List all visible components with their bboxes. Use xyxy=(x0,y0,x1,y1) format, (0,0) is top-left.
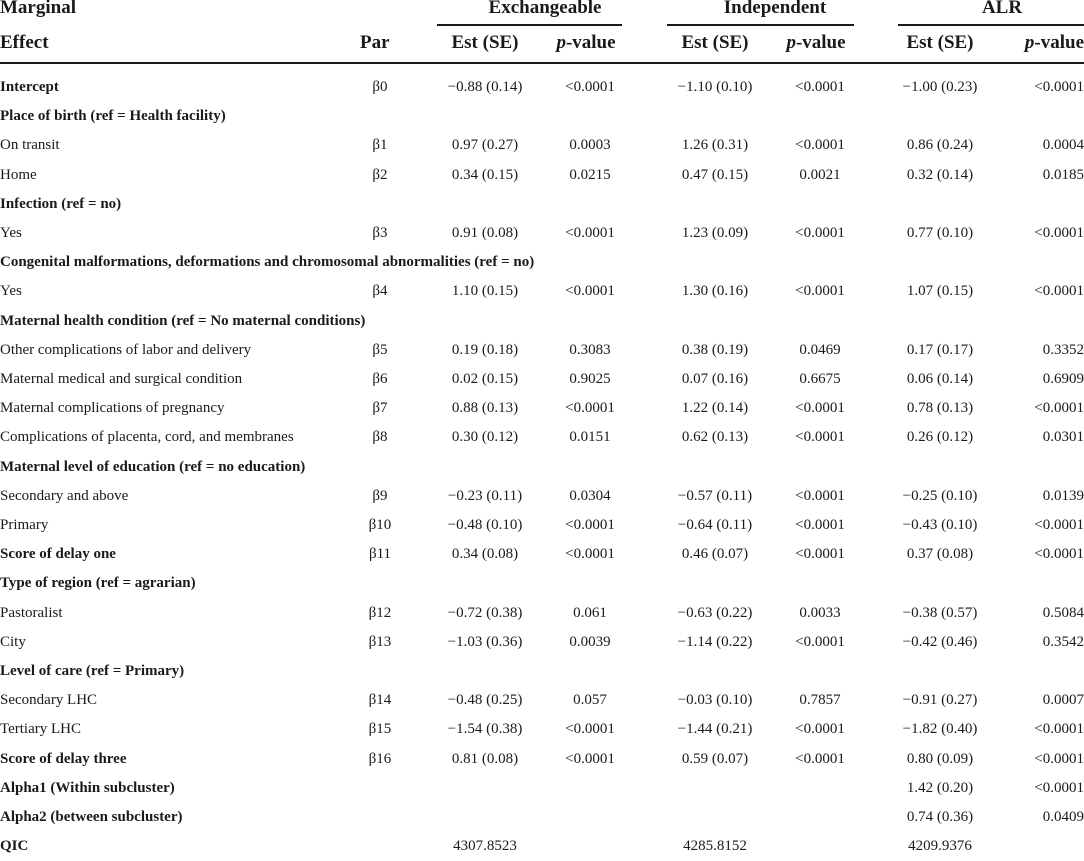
estimate-cell: 0.06 (0.14) xyxy=(906,371,974,387)
table-row xyxy=(0,540,1084,569)
estimate-cell: 0.38 (0.19) xyxy=(681,341,749,358)
table-row xyxy=(0,774,1084,803)
pvalue-cell: <0.0001 xyxy=(1034,517,1084,533)
pvalue-cell: <0.0001 xyxy=(795,633,845,650)
pvalue-cell: <0.0001 xyxy=(565,517,615,533)
estimate-cell: 1.07 (0.15) xyxy=(906,283,974,300)
estimate-cell: −0.48 (0.25) xyxy=(447,692,523,709)
pvalue-cell: <0.0001 xyxy=(1034,779,1084,796)
pvalue-cell: <0.0001 xyxy=(795,517,845,533)
pvalue-cell: <0.0001 xyxy=(795,225,845,241)
estimate-cell: 0.34 (0.15) xyxy=(451,166,519,183)
pvalue-cell: <0.0001 xyxy=(565,283,615,300)
estimate-cell: 0.26 (0.12) xyxy=(906,429,974,446)
row-parameter: β3 xyxy=(372,225,388,241)
row-label: Maternal level of education (ref = no education) xyxy=(0,458,306,475)
pvalue-cell: 0.3542 xyxy=(1042,633,1084,650)
estimate-cell: −1.82 (0.40) xyxy=(902,721,978,738)
row-parameter: β6 xyxy=(372,371,388,387)
estimate-cell: −0.43 (0.10) xyxy=(902,517,978,533)
row-label: Maternal health condition (ref = No maternal conditions) xyxy=(0,312,366,329)
estimate-cell: 0.34 (0.08) xyxy=(451,546,519,563)
header-est-se-1: Est (SE) xyxy=(451,32,519,53)
row-label: Yes xyxy=(0,283,22,300)
header-est-se-3: Est (SE) xyxy=(906,32,974,53)
row-label: Other complications of labor and delivery xyxy=(0,341,252,358)
estimate-cell: 0.59 (0.07) xyxy=(681,750,749,767)
row-label: QIC xyxy=(0,838,29,855)
pvalue-cell: <0.0001 xyxy=(565,750,615,767)
group-underline-alr xyxy=(898,24,1084,26)
header-pvalue-italic: p xyxy=(556,32,566,53)
row-parameter: β16 xyxy=(368,750,392,767)
row-label: Infection (ref = no) xyxy=(0,195,122,212)
table-row xyxy=(0,394,1084,423)
pvalue-cell: 0.0301 xyxy=(1042,429,1084,446)
row-label: Alpha1 (Within subcluster) xyxy=(0,779,175,796)
row-label: On transit xyxy=(0,137,60,154)
estimate-cell: 0.07 (0.16) xyxy=(681,371,749,387)
pvalue-cell: 0.9025 xyxy=(569,371,611,387)
group-underline-exchangeable xyxy=(437,24,622,26)
row-label: Pastoralist xyxy=(0,604,63,621)
pvalue-cell: 0.3352 xyxy=(1042,341,1084,358)
estimate-cell: 1.10 (0.15) xyxy=(451,283,519,300)
pvalue-cell: <0.0001 xyxy=(565,546,615,563)
header-pvalue-italic: p xyxy=(786,32,796,53)
row-label: Secondary and above xyxy=(0,487,129,504)
estimate-cell: 0.78 (0.13) xyxy=(906,400,974,417)
pvalue-cell: <0.0001 xyxy=(795,721,845,738)
pvalue-cell: 0.0304 xyxy=(569,487,611,504)
pvalue-cell: <0.0001 xyxy=(795,429,845,446)
pvalue-cell: <0.0001 xyxy=(1034,750,1084,767)
header-pvalue-3 xyxy=(1004,32,1084,54)
pvalue-cell: 0.0007 xyxy=(1042,692,1084,709)
pvalue-cell: 0.0409 xyxy=(1042,809,1084,825)
estimate-cell: 1.42 (0.20) xyxy=(906,779,974,796)
estimate-cell: 0.91 (0.08) xyxy=(451,225,519,241)
table-row xyxy=(0,307,1084,336)
row-label: Intercept xyxy=(0,79,59,95)
estimate-cell: 4285.8152 xyxy=(683,838,747,855)
estimate-cell: −1.54 (0.38) xyxy=(447,721,523,738)
estimate-cell: −0.57 (0.11) xyxy=(677,487,753,504)
pvalue-cell: 0.6675 xyxy=(799,371,841,387)
pvalue-cell: <0.0001 xyxy=(1034,225,1084,241)
estimate-cell: 1.23 (0.09) xyxy=(681,225,749,241)
pvalue-cell: 0.0215 xyxy=(569,166,611,183)
estimate-cell: 0.30 (0.12) xyxy=(451,429,519,446)
row-parameter: β10 xyxy=(368,517,392,533)
row-label: Yes xyxy=(0,225,22,241)
estimate-cell: −0.48 (0.10) xyxy=(447,517,523,533)
table-row xyxy=(0,277,1084,306)
estimate-cell: 0.32 (0.14) xyxy=(906,166,974,183)
pvalue-cell: 0.0151 xyxy=(569,429,611,446)
row-parameter: β5 xyxy=(372,341,388,358)
pvalue-cell: 0.0139 xyxy=(1042,487,1084,504)
table-row xyxy=(0,336,1084,365)
pvalue-cell: <0.0001 xyxy=(1034,400,1084,417)
estimate-cell: 4209.9376 xyxy=(908,838,972,855)
row-label: Secondary LHC xyxy=(0,692,98,709)
row-label: Score of delay three xyxy=(0,750,127,767)
row-label: Maternal complications of pregnancy xyxy=(0,400,225,417)
estimate-cell: 0.46 (0.07) xyxy=(681,546,749,563)
pvalue-cell: <0.0001 xyxy=(795,400,845,417)
estimate-cell: −1.10 (0.10) xyxy=(677,79,753,95)
pvalue-cell: 0.0469 xyxy=(799,341,841,358)
header-group-alr: ALR xyxy=(981,0,1023,18)
header-group-exchangeable: Exchangeable xyxy=(488,0,602,18)
pvalue-cell: 0.0003 xyxy=(569,137,611,154)
table-row xyxy=(0,569,1084,598)
header-rule xyxy=(0,62,1084,64)
estimate-cell: −1.00 (0.23) xyxy=(902,79,978,95)
row-label: Primary xyxy=(0,517,49,533)
pvalue-cell: 0.3083 xyxy=(569,341,611,358)
row-parameter: β12 xyxy=(368,604,392,621)
table-row xyxy=(0,657,1084,686)
pvalue-cell: 0.5084 xyxy=(1042,604,1084,621)
pvalue-cell: 0.061 xyxy=(573,604,607,621)
header-pvalue-italic: p xyxy=(1024,32,1035,53)
estimate-cell: 0.88 (0.13) xyxy=(451,400,519,417)
row-label: Score of delay one xyxy=(0,546,116,563)
row-parameter: β0 xyxy=(372,79,388,95)
pvalue-cell: <0.0001 xyxy=(795,79,845,95)
row-parameter: β2 xyxy=(372,166,388,183)
table-row xyxy=(0,190,1084,219)
estimate-cell: −0.03 (0.10) xyxy=(677,692,753,709)
table-row xyxy=(0,102,1084,131)
pvalue-cell: 0.6909 xyxy=(1042,371,1084,387)
estimate-cell: 0.47 (0.15) xyxy=(681,166,749,183)
estimate-cell: −0.38 (0.57) xyxy=(902,604,978,621)
table-row xyxy=(0,745,1084,774)
pvalue-cell: 0.7857 xyxy=(799,692,841,709)
pvalue-cell: 0.0039 xyxy=(569,633,611,650)
row-label: Place of birth (ref = Health facility) xyxy=(0,108,226,125)
pvalue-cell: 0.0185 xyxy=(1042,166,1084,183)
pvalue-cell: <0.0001 xyxy=(565,79,615,95)
row-parameter: β14 xyxy=(368,692,392,709)
estimate-cell: 0.17 (0.17) xyxy=(906,341,974,358)
pvalue-cell: 0.0004 xyxy=(1042,137,1084,154)
estimate-cell: −0.63 (0.22) xyxy=(677,604,753,621)
row-label: Level of care (ref = Primary) xyxy=(0,663,185,679)
header-pvalue-1 xyxy=(546,32,626,54)
estimate-cell: 0.19 (0.18) xyxy=(451,341,519,358)
row-label: Maternal medical and surgical condition xyxy=(0,371,243,387)
row-parameter: β7 xyxy=(372,400,388,417)
pvalue-cell: <0.0001 xyxy=(565,400,615,417)
estimate-cell: 4307.8523 xyxy=(453,838,517,855)
header-marginal: Marginal xyxy=(0,0,76,18)
estimate-cell: −1.44 (0.21) xyxy=(677,721,753,738)
estimate-cell: −0.23 (0.11) xyxy=(447,487,523,504)
row-label: Alpha2 (between subcluster) xyxy=(0,809,183,825)
header-pvalue-2 xyxy=(776,32,856,54)
row-parameter: β4 xyxy=(372,283,388,300)
table-row xyxy=(0,511,1084,540)
table-row xyxy=(0,628,1084,657)
table-row xyxy=(0,803,1084,832)
row-label: Type of region (ref = agrarian) xyxy=(0,575,196,592)
estimate-cell: −0.91 (0.27) xyxy=(902,692,978,709)
estimate-cell: −0.72 (0.38) xyxy=(447,604,523,621)
table-row xyxy=(0,219,1084,248)
pvalue-cell: <0.0001 xyxy=(1034,721,1084,738)
row-label: Tertiary LHC xyxy=(0,721,82,738)
estimate-cell: 0.74 (0.36) xyxy=(906,809,974,825)
pvalue-cell: <0.0001 xyxy=(1034,79,1084,95)
estimate-cell: 0.97 (0.27) xyxy=(451,137,519,154)
row-parameter: β13 xyxy=(368,633,392,650)
table-row xyxy=(0,365,1084,394)
estimate-cell: −0.88 (0.14) xyxy=(447,79,523,95)
row-parameter: β9 xyxy=(372,487,388,504)
pvalue-cell: <0.0001 xyxy=(795,487,845,504)
estimate-cell: 0.86 (0.24) xyxy=(906,137,974,154)
table-row xyxy=(0,453,1084,482)
header-pvalue-rest: -value xyxy=(795,32,846,53)
table-row xyxy=(0,73,1084,102)
table-row xyxy=(0,482,1084,511)
estimate-cell: 1.22 (0.14) xyxy=(681,400,749,417)
row-parameter: β1 xyxy=(372,137,388,154)
estimate-cell: 0.37 (0.08) xyxy=(906,546,974,563)
table-row xyxy=(0,599,1084,628)
header-effect: Effect xyxy=(0,32,49,53)
estimate-cell: 1.26 (0.31) xyxy=(681,137,749,154)
table-row xyxy=(0,686,1084,715)
table-row xyxy=(0,131,1084,160)
pvalue-cell: <0.0001 xyxy=(565,225,615,241)
pvalue-cell: 0.057 xyxy=(573,692,607,709)
header-est-se-2: Est (SE) xyxy=(681,32,749,53)
estimate-cell: 0.77 (0.10) xyxy=(906,225,974,241)
pvalue-cell: <0.0001 xyxy=(795,546,845,563)
estimate-cell: 0.81 (0.08) xyxy=(451,750,519,767)
pvalue-cell: 0.0021 xyxy=(799,166,841,183)
row-parameter: β11 xyxy=(368,546,392,563)
row-label: Home xyxy=(0,166,37,183)
row-label: Congenital malformations, deformations and chromosomal abnormalities (ref = no) xyxy=(0,254,535,271)
estimate-cell: −1.03 (0.36) xyxy=(447,633,523,650)
estimate-cell: −1.14 (0.22) xyxy=(677,633,753,650)
row-parameter: β8 xyxy=(372,429,388,446)
pvalue-cell: 0.0033 xyxy=(799,604,841,621)
estimate-cell: −0.42 (0.46) xyxy=(902,633,978,650)
table-row xyxy=(0,832,1084,861)
table-row xyxy=(0,248,1084,277)
estimate-cell: 1.30 (0.16) xyxy=(681,283,749,300)
header-group-independent: Independent xyxy=(723,0,827,18)
pvalue-cell: <0.0001 xyxy=(1034,283,1084,300)
estimate-cell: −0.25 (0.10) xyxy=(902,487,978,504)
estimate-cell: 0.62 (0.13) xyxy=(681,429,749,446)
table-row xyxy=(0,715,1084,744)
estimate-cell: −0.64 (0.11) xyxy=(677,517,753,533)
table-row xyxy=(0,161,1084,190)
header-pvalue-rest: -value xyxy=(1034,32,1084,53)
header-par: Par xyxy=(360,32,390,53)
group-underline-independent xyxy=(667,24,854,26)
row-label: City xyxy=(0,633,26,650)
pvalue-cell: <0.0001 xyxy=(795,137,845,154)
pvalue-cell: <0.0001 xyxy=(1034,546,1084,563)
pvalue-cell: <0.0001 xyxy=(795,283,845,300)
estimate-cell: 0.80 (0.09) xyxy=(906,750,974,767)
estimate-cell: 0.02 (0.15) xyxy=(451,371,519,387)
pvalue-cell: <0.0001 xyxy=(795,750,845,767)
header-pvalue-rest: -value xyxy=(565,32,616,53)
row-parameter: β15 xyxy=(368,721,392,738)
row-label: Complications of placenta, cord, and membranes xyxy=(0,429,294,446)
table-row xyxy=(0,423,1084,452)
pvalue-cell: <0.0001 xyxy=(565,721,615,738)
